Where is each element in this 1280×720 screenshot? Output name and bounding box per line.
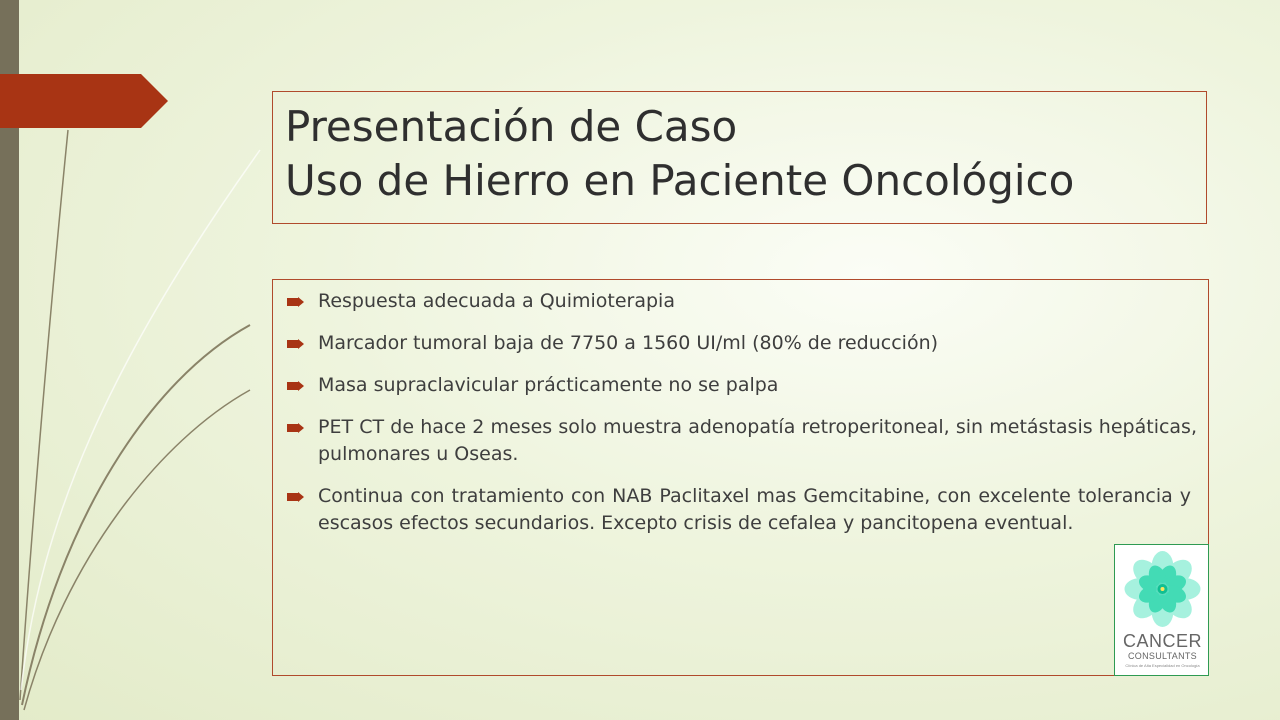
bullet-item	[287, 414, 1197, 468]
red-arrow-tab	[0, 74, 170, 130]
bullet-item	[287, 483, 1197, 537]
bullet-item	[287, 330, 1197, 357]
bullet-list	[287, 288, 1197, 552]
bullet-item	[287, 372, 1197, 399]
arrow-bullet-icon	[287, 297, 305, 307]
content-box	[272, 279, 1209, 676]
logo-text-cancer: CANCER	[1122, 631, 1202, 651]
bullet-text: Masa supraclavicular prácticamente no se palpa	[318, 374, 779, 396]
bullet-item	[287, 288, 1197, 315]
arrow-bullet-icon	[287, 492, 305, 502]
logo-text-consultants: CONSULTANTS	[1128, 651, 1197, 661]
slide-title	[272, 91, 1207, 224]
bullet-text: PET CT de hace 2 meses solo muestra adenopatía retroperitoneal, sin metástasis hepáticas, pulmonares u Oseas.	[318, 416, 1197, 465]
bullet-text: Respuesta adecuada a Quimioterapia	[318, 290, 675, 312]
title-line-2: Uso de Hierro en Paciente Oncológico	[285, 156, 1075, 205]
bullet-text: Marcador tumoral baja de 7750 a 1560 UI/ml (80% de reducción)	[318, 332, 939, 354]
arrow-bullet-icon	[287, 339, 305, 349]
flower-mandala-icon	[1115, 547, 1210, 631]
cancer-consultants-logo	[1114, 544, 1209, 676]
logo-tagline: Clínica de Alta Especialidad en Oncología	[1125, 663, 1200, 668]
arrow-bullet-icon	[287, 423, 305, 433]
arrow-bullet-icon	[287, 381, 305, 391]
bullet-text: Continua con tratamiento con NAB Paclitaxel mas Gemcitabine, con excelente tolerancia y escasos efectos secundarios. Excepto crisis de cefalea y pancitopena eventual.	[318, 485, 1191, 534]
title-line-1: Presentación de Caso	[285, 102, 738, 151]
